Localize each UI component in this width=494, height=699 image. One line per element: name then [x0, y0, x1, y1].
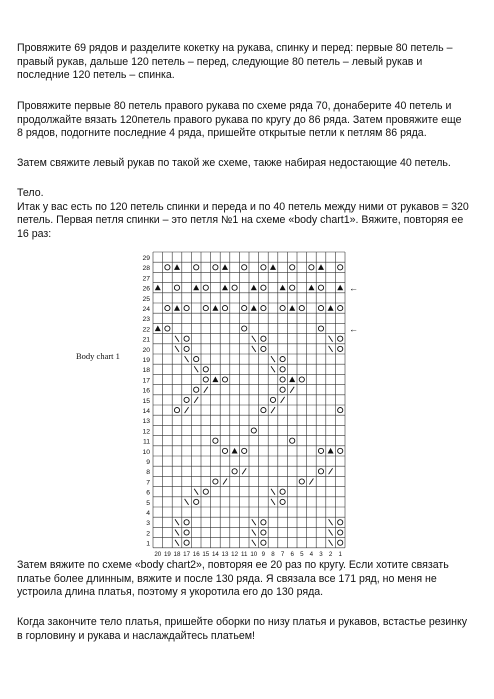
- text-line: Затем вяжите по схеме «body chart2», повторяя ее 20 раз по кругу. Если хотите связать: [17, 559, 449, 571]
- yarn-over-symbol: [242, 306, 247, 311]
- yarn-over-symbol: [261, 540, 266, 545]
- yarn-over-symbol: [290, 285, 295, 290]
- row-arrow-icon: ←: [349, 282, 358, 293]
- yarn-over-symbol: [280, 387, 285, 392]
- row-number: 14: [142, 407, 150, 415]
- yarn-over-symbol: [174, 408, 179, 413]
- yarn-over-symbol: [203, 367, 208, 372]
- left-slant-symbol: [252, 519, 256, 525]
- yarn-over-symbol: [261, 520, 266, 525]
- text-line: устроила длина платья, поэтому я укоротила его до 130 ряда.: [17, 586, 324, 599]
- decrease-symbol: [212, 305, 218, 311]
- row-number: 18: [142, 367, 150, 375]
- yarn-over-symbol: [184, 530, 189, 535]
- decrease-symbol: [155, 326, 161, 332]
- column-number: 13: [221, 550, 229, 558]
- yarn-over-symbol: [318, 306, 323, 311]
- yarn-over-symbol: [280, 367, 285, 372]
- yarn-over-symbol: [309, 265, 314, 270]
- row-number: 13: [142, 418, 150, 426]
- yarn-over-symbol: [174, 285, 179, 290]
- yarn-over-symbol: [318, 469, 323, 474]
- text-line: 8 рядов, подогните последние 4 ряда, пришейте открытые петли к петлям 86 ряда.: [17, 127, 427, 140]
- column-number: 6: [290, 550, 294, 558]
- left-slant-symbol: [185, 499, 189, 505]
- row-number: 17: [142, 377, 150, 385]
- decrease-symbol: [251, 285, 257, 291]
- yarn-over-symbol: [194, 357, 199, 362]
- row-number: 15: [142, 397, 150, 405]
- right-slant-symbol: [223, 479, 227, 485]
- yarn-over-symbol: [213, 265, 218, 270]
- text-line: 16 раз:: [17, 227, 52, 240]
- column-number: 17: [183, 550, 191, 558]
- yarn-over-symbol: [203, 489, 208, 494]
- left-slant-symbol: [194, 366, 198, 372]
- yarn-over-symbol: [280, 499, 285, 504]
- yarn-over-symbol: [232, 285, 237, 290]
- decrease-symbol: [174, 305, 180, 311]
- column-number: 11: [240, 550, 248, 558]
- row-number: 19: [142, 356, 150, 364]
- row-number: 23: [142, 316, 150, 324]
- text-line: Итак у вас есть по 120 петель спинки и переда и по 40 петель между ними от рукавов = 320: [17, 200, 469, 213]
- yarn-over-symbol: [184, 397, 189, 402]
- yarn-over-symbol: [165, 265, 170, 270]
- decrease-symbol: [174, 264, 180, 270]
- decrease-symbol: [328, 448, 334, 454]
- yarn-over-symbol: [261, 530, 266, 535]
- left-slant-symbol: [252, 346, 256, 352]
- left-slant-symbol: [175, 519, 179, 525]
- row-number: 9: [146, 458, 150, 466]
- row-number: 11: [142, 438, 150, 446]
- yarn-over-symbol: [261, 306, 266, 311]
- row-number: 16: [142, 387, 150, 395]
- left-slant-symbol: [329, 336, 333, 342]
- left-slant-symbol: [175, 530, 179, 536]
- yarn-over-symbol: [213, 438, 218, 443]
- yarn-over-symbol: [270, 397, 275, 402]
- left-slant-symbol: [175, 336, 179, 342]
- left-slant-symbol: [175, 346, 179, 352]
- yarn-over-symbol: [203, 285, 208, 290]
- yarn-over-symbol: [299, 377, 304, 382]
- column-number: 3: [319, 550, 323, 558]
- yarn-over-symbol: [184, 540, 189, 545]
- yarn-over-symbol: [194, 387, 199, 392]
- left-slant-symbol: [185, 356, 189, 362]
- row-number: 4: [146, 509, 150, 517]
- yarn-over-symbol: [338, 265, 343, 270]
- yarn-over-symbol: [261, 285, 266, 290]
- text-line: Затем свяжите левый рукав по такой же схеме, также набирая недостающие 40 петель.: [17, 157, 451, 169]
- decrease-symbol: [308, 285, 314, 291]
- yarn-over-symbol: [251, 428, 256, 433]
- left-slant-symbol: [271, 499, 275, 505]
- decrease-symbol: [337, 285, 343, 291]
- text-line: петель. Первая петля спинки – это петля №1 на схеме «body chart1». Вяжите, повторяя ее: [17, 214, 464, 227]
- yarn-over-symbol: [261, 346, 266, 351]
- yarn-over-symbol: [338, 530, 343, 535]
- column-number: 20: [154, 550, 162, 558]
- text-line: Когда закончите тело платья, пришейте оборки по низу платья и рукавов, встастье резинку: [17, 616, 468, 628]
- yarn-over-symbol: [242, 265, 247, 270]
- left-slant-symbol: [329, 519, 333, 525]
- decrease-symbol: [289, 305, 295, 311]
- yarn-over-symbol: [165, 326, 170, 331]
- row-number: 25: [142, 295, 150, 303]
- yarn-over-symbol: [318, 448, 323, 453]
- column-number: 15: [202, 550, 210, 558]
- row-number: 7: [146, 479, 150, 487]
- row-number: 26: [142, 285, 150, 293]
- row-number: 27: [142, 275, 150, 283]
- yarn-over-symbol: [232, 469, 237, 474]
- yarn-over-symbol: [165, 306, 170, 311]
- yarn-over-symbol: [318, 285, 323, 290]
- text-line: Провяжите первые 80 петель правого рукава по схеме ряда 70, донаберите 40 петель и: [17, 100, 452, 112]
- column-number: 16: [192, 550, 200, 558]
- left-slant-symbol: [252, 530, 256, 536]
- yarn-over-symbol: [194, 499, 199, 504]
- column-number: 14: [211, 550, 219, 558]
- yarn-over-symbol: [280, 306, 285, 311]
- column-number: 5: [300, 550, 304, 558]
- yarn-over-symbol: [338, 448, 343, 453]
- decrease-symbol: [155, 285, 161, 291]
- yarn-over-symbol: [261, 336, 266, 341]
- row-number: 5: [146, 499, 150, 507]
- yarn-over-symbol: [222, 306, 227, 311]
- left-slant-symbol: [329, 346, 333, 352]
- right-slant-symbol: [309, 479, 313, 485]
- row-number: 22: [142, 326, 150, 334]
- yarn-over-symbol: [299, 479, 304, 484]
- yarn-over-symbol: [290, 265, 295, 270]
- yarn-over-symbol: [318, 326, 323, 331]
- yarn-over-symbol: [290, 438, 295, 443]
- text-line: продолжайте вязать 120петель правого рукава по кругу до 86 ряда. Затем провяжите еще: [17, 113, 462, 126]
- decrease-symbol: [270, 264, 276, 270]
- yarn-over-symbol: [222, 377, 227, 382]
- yarn-over-symbol: [203, 377, 208, 382]
- row-number: 21: [142, 336, 150, 344]
- row-number: 10: [142, 448, 150, 456]
- yarn-over-symbol: [338, 520, 343, 525]
- column-number: 7: [280, 550, 285, 558]
- row-number: 12: [142, 428, 150, 436]
- row-number: 28: [142, 265, 150, 273]
- decrease-symbol: [212, 377, 218, 383]
- column-number: 19: [163, 550, 171, 558]
- decrease-symbol: [232, 448, 238, 454]
- yarn-over-symbol: [213, 479, 218, 484]
- yarn-over-symbol: [203, 306, 208, 311]
- column-number: 10: [250, 550, 258, 558]
- text-line: Провяжите 69 рядов и разделите кокетку на рукава, спинку и перед: первые 80 петель –: [17, 42, 453, 54]
- left-slant-symbol: [271, 489, 275, 495]
- decrease-symbol: [289, 377, 295, 383]
- right-slant-symbol: [204, 387, 208, 393]
- yarn-over-symbol: [242, 326, 247, 331]
- text-line: правый рукав, дальше 120 петель – перед, следующие 80 петель – левый рукав и: [17, 55, 423, 68]
- right-slant-symbol: [290, 387, 294, 393]
- yarn-over-symbol: [242, 448, 247, 453]
- row-number: 3: [146, 520, 150, 528]
- column-number: 8: [271, 550, 275, 558]
- decrease-symbol: [328, 305, 334, 311]
- yarn-over-symbol: [280, 377, 285, 382]
- decrease-symbol: [251, 305, 257, 311]
- yarn-over-symbol: [222, 448, 227, 453]
- right-slant-symbol: [271, 407, 275, 413]
- row-number: 8: [146, 469, 150, 477]
- left-slant-symbol: [329, 540, 333, 546]
- left-slant-symbol: [175, 540, 179, 546]
- yarn-over-symbol: [338, 336, 343, 341]
- text-line: в горловину и рукава и наслаждайтесь платьем!: [17, 629, 255, 642]
- section-heading: Тело.: [17, 187, 44, 199]
- text-line: платье более длинным, вяжите и после 130 ряда. Я связала все 171 ряд, но меня не: [17, 572, 437, 585]
- right-slant-symbol: [281, 397, 285, 403]
- decrease-symbol: [318, 264, 324, 270]
- column-number: 2: [328, 550, 333, 558]
- yarn-over-symbol: [280, 489, 285, 494]
- yarn-over-symbol: [194, 265, 199, 270]
- right-slant-symbol: [194, 397, 198, 403]
- column-number: 18: [173, 550, 181, 558]
- left-slant-symbol: [252, 540, 256, 546]
- row-number: 20: [142, 346, 150, 354]
- row-number: 29: [142, 254, 150, 262]
- yarn-over-symbol: [338, 306, 343, 311]
- right-slant-symbol: [185, 407, 189, 413]
- row-number: 1: [146, 540, 150, 548]
- row-number: 24: [142, 305, 150, 313]
- yarn-over-symbol: [184, 306, 189, 311]
- yarn-over-symbol: [184, 336, 189, 341]
- yarn-over-symbol: [184, 520, 189, 525]
- finishing-paragraph: [17, 616, 479, 643]
- yarn-over-symbol: [338, 408, 343, 413]
- decrease-symbol: [280, 285, 286, 291]
- yarn-over-symbol: [280, 357, 285, 362]
- left-slant-symbol: [194, 489, 198, 495]
- body-chart2-paragraph: [17, 559, 479, 600]
- yarn-over-symbol: [261, 408, 266, 413]
- column-number: 12: [231, 550, 239, 558]
- yarn-over-symbol: [261, 265, 266, 270]
- left-slant-symbol: [271, 356, 275, 362]
- yarn-over-symbol: [299, 306, 304, 311]
- right-slant-symbol: [329, 468, 333, 474]
- decrease-symbol: [222, 264, 228, 270]
- decrease-symbol: [193, 285, 199, 291]
- text-line: последние 120 петель – спинка.: [17, 69, 175, 82]
- yarn-over-symbol: [338, 346, 343, 351]
- left-slant-symbol: [252, 336, 256, 342]
- yarn-over-symbol: [184, 346, 189, 351]
- column-number: 9: [261, 550, 266, 558]
- decrease-symbol: [222, 285, 228, 291]
- left-slant-symbol: [329, 530, 333, 536]
- left-slant-symbol: [271, 366, 275, 372]
- row-number: 6: [146, 489, 150, 497]
- right-slant-symbol: [242, 468, 246, 474]
- yarn-over-symbol: [338, 540, 343, 545]
- row-arrow-icon: ←: [349, 323, 358, 334]
- column-number: 4: [309, 550, 314, 558]
- column-number: 1: [338, 550, 342, 558]
- chart-label: Body chart 1: [76, 351, 120, 361]
- row-number: 2: [146, 530, 150, 538]
